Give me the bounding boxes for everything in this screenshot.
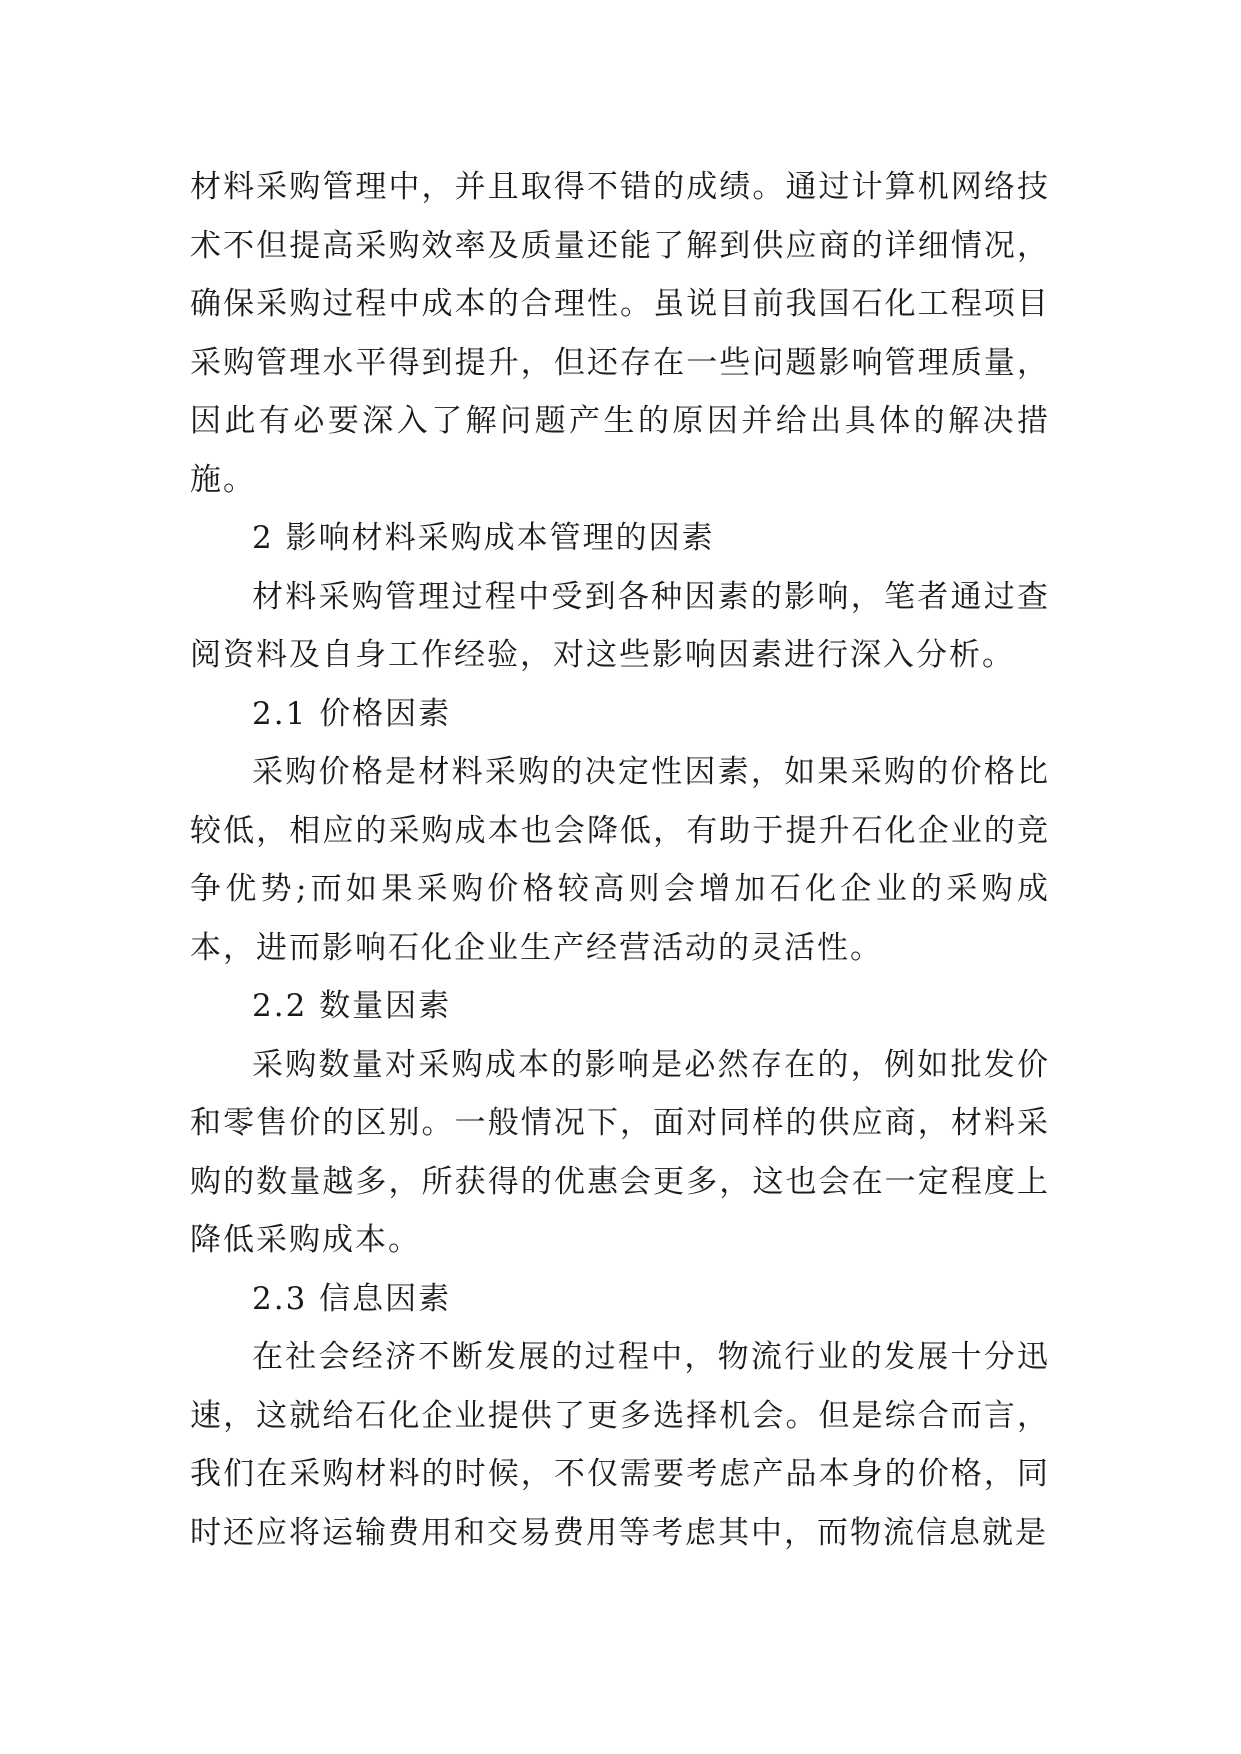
paragraph-price-factor: 采购价格是材料采购的决定性因素，如果采购的价格比较低，相应的采购成本也会降低，有助于提升石化企业的竞争优势;而如果采购价格较高则会增加石化企业的采购成本，进而影响石化企业生产经营活动的灵活性。 bbox=[190, 754, 1050, 966]
section-heading-2-1: 2.1 价格因素 bbox=[252, 695, 452, 732]
section-heading-2: 2 影响材料采购成本管理的因素 bbox=[252, 520, 715, 556]
paragraph-quantity-factor: 采购数量对采购成本的影响是必然存在的，例如批发价和零售价的区别。一般情况下，面对同样的供应商，材料采购的数量越多，所获得的优惠会更多，这也会在一定程度上降低采购成本。 bbox=[190, 1046, 1050, 1258]
paragraph-intro-continued: 材料采购管理中，并且取得不错的成绩。通过计算机网络技术不但提高采购效率及质量还能了解到供应商的详细情况，确保采购过程中成本的合理性。虽说目前我国石化工程项目采购管理水平得到提升，但还存在一些问题影响管理质量，因此有必要深入了解问题产生的原因并给出具体的解决措施。 bbox=[190, 169, 1050, 498]
paragraph-information-factor: 在社会经济不断发展的过程中，物流行业的发展十分迅速，这就给石化企业提供了更多选择机会。但是综合而言，我们在采购材料的时候，不仅需要考虑产品本身的价格，同时还应将运输费用和交易费用等考虑其中，而物流信息就是 bbox=[190, 1339, 1050, 1551]
paragraph-section-2: 材料采购管理过程中受到各种因素的影响，笔者通过查阅资料及自身工作经验，对这些影响因素进行深入分析。 bbox=[190, 578, 1050, 673]
section-heading-2-2: 2.2 数量因素 bbox=[252, 988, 452, 1024]
section-heading-2-3: 2.3 信息因素 bbox=[252, 1280, 452, 1317]
document-body bbox=[190, 158, 1050, 1562]
